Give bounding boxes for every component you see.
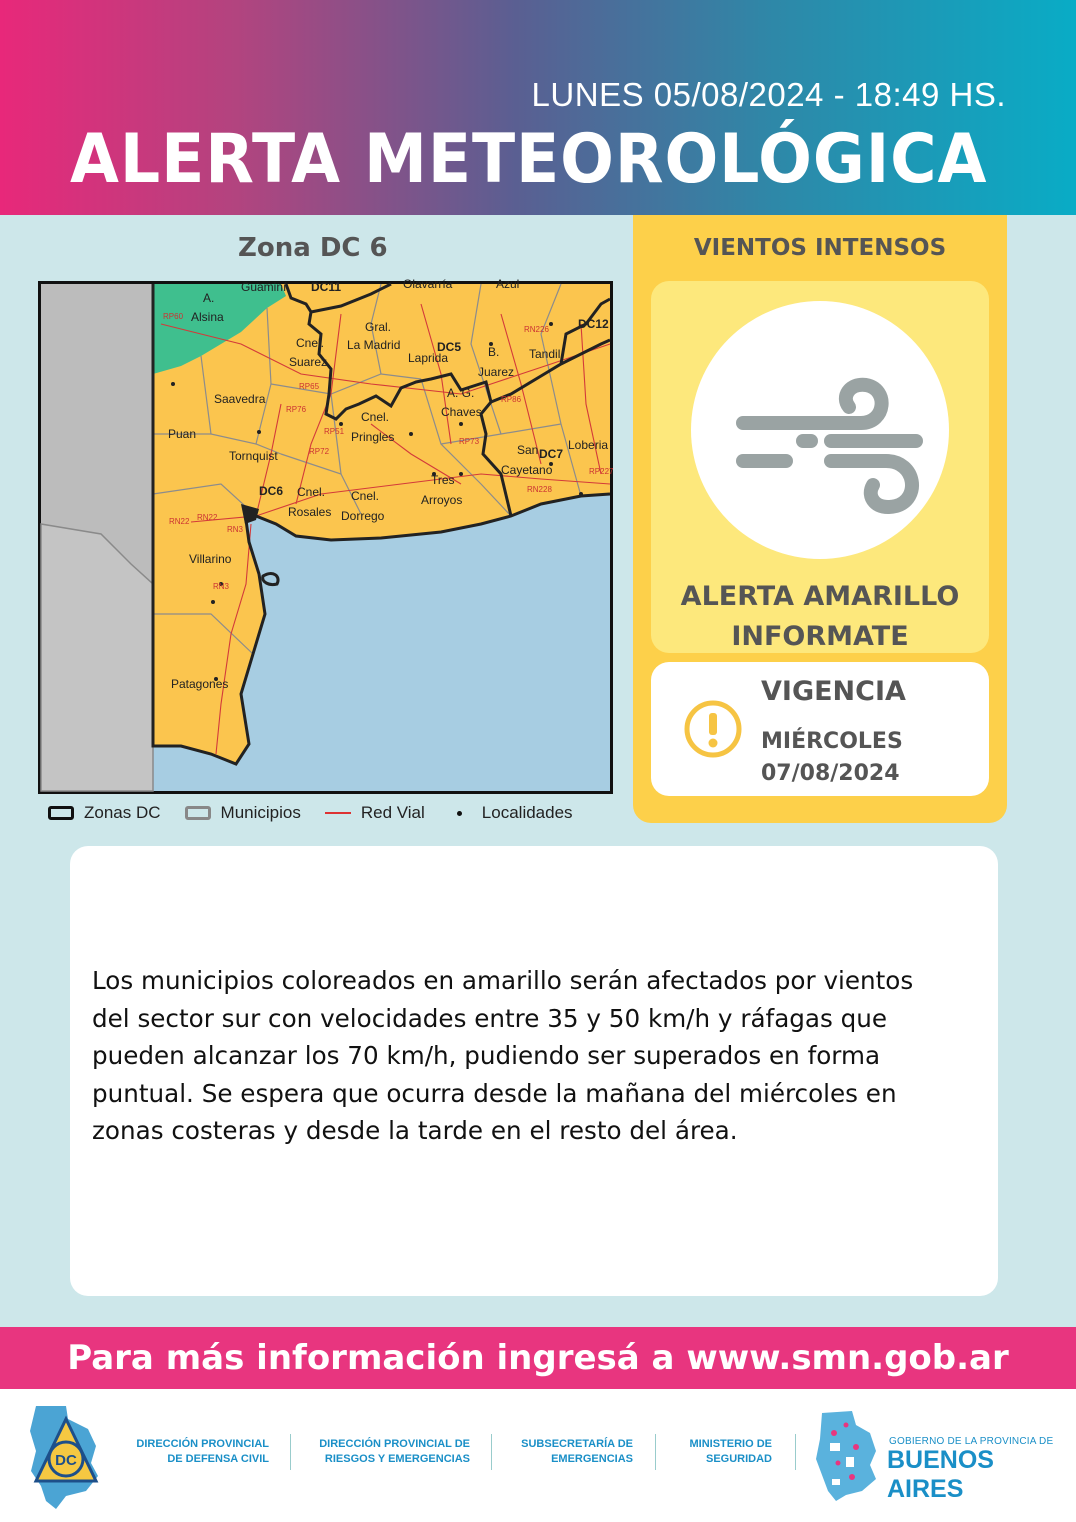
org-subsecretaria: [521, 1437, 633, 1467]
validity-title: VIGENCIA: [761, 676, 906, 707]
map-label: Cnel.: [297, 485, 326, 499]
org-line: DIRECCIÓN PROVINCIAL DE: [319, 1438, 470, 1450]
map-label: Laprida: [408, 351, 449, 365]
zone-title: Zona DC 6: [238, 233, 388, 263]
header-banner: [0, 0, 1076, 215]
provincia-map-logo: [812, 1403, 880, 1503]
road-label: RP227: [589, 467, 614, 476]
zone-border-symbol: [48, 806, 74, 820]
map-label: Arroyos: [421, 493, 463, 507]
map-label: Azul: [496, 277, 520, 291]
map-label: Dorrego: [341, 509, 385, 523]
municipality-border-symbol: [185, 806, 211, 820]
road-label: RP86: [501, 395, 522, 404]
map-label: Cnel.: [296, 336, 325, 350]
gov-title: BUENOS AIRES: [887, 1446, 994, 1503]
road-label: RP76: [286, 405, 307, 414]
map-label: Cayetano: [501, 463, 553, 477]
separator: [795, 1434, 796, 1470]
map-legend: [48, 800, 597, 826]
org-line: DIRECCIÓN PROVINCIAL: [136, 1438, 269, 1450]
org-ministerio: [689, 1437, 772, 1467]
map-label: A. G.: [447, 386, 475, 400]
org-line: EMERGENCIAS: [551, 1453, 633, 1465]
road-label: RN22: [197, 513, 218, 522]
org-line: RIESGOS Y EMERGENCIAS: [324, 1453, 470, 1465]
legend-label: Municipios: [220, 803, 301, 822]
map-label: Puan: [168, 427, 197, 441]
icon-circle: [691, 301, 949, 559]
alert-description: Los municipios coloreados en amarillo serán afectados por vientos del sector sur con velocidades entre 35 y 50 km/h y ráfagas que pueden alcanzar los 70 km/h, pudiendo ser superados en forma puntual. Se espera que ocurra desde la mañana del miércoles en zonas costeras y desde la tarde en el resto del área.: [92, 966, 914, 1145]
road-label: RN3: [227, 525, 244, 534]
dc-logo-text: DC: [55, 1452, 77, 1469]
alert-map: [38, 277, 614, 794]
map-label: A.: [203, 291, 215, 305]
validity-day: MIÉRCOLES: [761, 729, 903, 754]
road-label: RP65: [299, 382, 320, 391]
map-label: Suarez: [289, 355, 328, 369]
map-label: Tornquist: [229, 449, 278, 463]
map-label: Rosales: [288, 505, 332, 519]
map-label: San: [517, 443, 539, 457]
map-label: Chaves: [441, 405, 482, 419]
map-label: Villarino: [189, 552, 232, 566]
phenomenon-title: VIENTOS INTENSOS: [693, 235, 947, 261]
map-label: DC12: [578, 317, 609, 331]
gov-subtitle: GOBIERNO DE LA PROVINCIA DE: [889, 1436, 1054, 1447]
legend-label: Zonas DC: [84, 803, 161, 822]
map-label: B.: [488, 345, 500, 359]
alert-panel: [633, 215, 1007, 823]
bay-inlet: [263, 574, 278, 585]
map-label: Juarez: [478, 365, 515, 379]
legend-item-municipalities: [185, 803, 301, 823]
road-label: RN3: [213, 582, 230, 591]
road-label: RP72: [309, 447, 330, 456]
validity-date-block: [761, 726, 903, 790]
legend-item-roads: [325, 803, 425, 823]
org-line: DE DEFENSA CIVIL: [167, 1453, 269, 1465]
legend-item-zones: [48, 803, 161, 823]
road-label: RN228: [527, 485, 552, 494]
map-label: DC5: [437, 340, 462, 354]
map-label: Cnel.: [351, 489, 380, 503]
more-info-banner: Para más información ingresá a www.smn.gob.ar: [0, 1327, 1076, 1389]
separator: [491, 1434, 492, 1470]
map-label: Loberia: [568, 438, 609, 452]
validity-card: [651, 662, 989, 796]
org-line: MINISTERIO DE: [689, 1438, 772, 1450]
map-label: Tandil: [529, 347, 561, 361]
org-line: SEGURIDAD: [705, 1453, 772, 1465]
legend-item-localities: [457, 803, 573, 823]
locality-dot-symbol: [457, 811, 462, 816]
exclamation-icon: [683, 699, 743, 759]
validity-date: 07/08/2024: [761, 761, 900, 786]
defensa-civil-logo: [26, 1401, 106, 1511]
road-label: RN22: [169, 517, 190, 526]
issue-datetime: LUNES 05/08/2024 - 18:49 HS.: [531, 76, 1006, 113]
map-label: Saavedra: [214, 392, 266, 406]
map-label: Tres: [431, 473, 455, 487]
org-riesgos: [319, 1437, 470, 1467]
road-label: RP73: [459, 437, 480, 446]
footer-logos: [0, 1389, 1076, 1522]
alert-level-card: [651, 281, 989, 653]
road-label: RP60: [163, 312, 184, 321]
map-label: La Madrid: [347, 338, 401, 352]
map-label: DC6: [259, 484, 284, 498]
legend-label: Red Vial: [360, 803, 425, 822]
map-label: Olavarría: [403, 277, 453, 291]
separator: [655, 1434, 656, 1470]
alert-action-line: INFORMATE: [731, 621, 909, 652]
map-label: DC11: [311, 280, 342, 294]
separator: [290, 1434, 291, 1470]
org-line: SUBSECRETARÍA DE: [521, 1438, 633, 1450]
alert-level-text: [651, 577, 989, 657]
alert-level-line: ALERTA AMARILLO: [680, 581, 960, 612]
map-label: Pringles: [351, 430, 395, 444]
page-title: ALERTA METEOROLÓGICA: [70, 120, 988, 199]
map-label: Alsina: [191, 310, 224, 324]
road-label: RN226: [524, 325, 549, 334]
legend-label: Localidades: [481, 803, 573, 822]
description-box: [70, 846, 998, 1296]
org-defensa-civil: [136, 1437, 269, 1467]
map-label: DC7: [539, 447, 564, 461]
map-label: Guaminí: [241, 280, 287, 294]
map-svg: [41, 277, 614, 791]
road-line-symbol: [325, 812, 351, 814]
wind-icon: [691, 301, 949, 559]
road-label: RP51: [324, 427, 345, 436]
map-label: Cnel.: [361, 410, 390, 424]
map-label: Gral.: [365, 320, 392, 334]
map-label: Patagones: [171, 677, 229, 691]
